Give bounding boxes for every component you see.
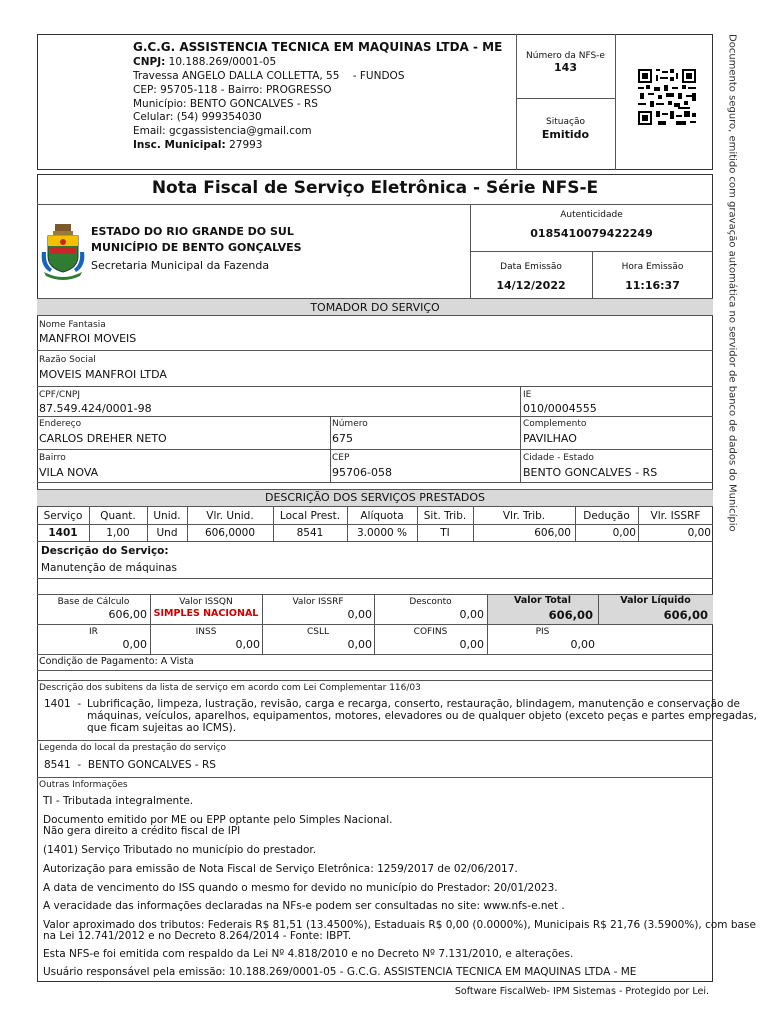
info-line-2b: Não gera direito a crédito fiscal de IPI	[43, 825, 241, 837]
cell-vlr-unid: 606,0000	[204, 527, 256, 539]
services-table	[37, 507, 713, 542]
col-deducao: Dedução	[583, 510, 630, 522]
ir-value: 0,00	[122, 638, 147, 651]
fantasia-label: Nome Fantasia	[39, 320, 106, 330]
info-line-7b: na Lei 12.741/2012 e no Decreto 8.264/2014 - Fonte: IBPT.	[43, 930, 352, 942]
razao-label: Razão Social	[39, 355, 96, 365]
complemento-label: Complemento	[523, 419, 587, 429]
issrf-value: 0,00	[347, 608, 372, 621]
issqn-label: Valor ISSQN	[179, 597, 233, 607]
cell-quant: 1,00	[106, 527, 130, 539]
total-label: Valor Total	[514, 595, 571, 606]
fantasia-value: MANFROI MOVEIS	[39, 332, 137, 345]
info-line-3: (1401) Serviço Tributado no município do prestador.	[43, 844, 317, 856]
local-legend-value: 8541 - BENTO GONCALVES - RS	[44, 759, 216, 771]
footer-software: Software FiscalWeb- IPM Sistemas - Protegido por Lei.	[454, 986, 709, 997]
issue-date: 14/12/2022	[496, 279, 566, 292]
ie-label: IE	[523, 390, 532, 400]
col-sit-trib: Sit. Trib.	[423, 510, 467, 522]
department-name: Secretaria Municipal da Fazenda	[91, 259, 270, 272]
cofins-value: 0,00	[459, 638, 484, 651]
issuer-name: G.C.G. ASSISTENCIA TECNICA EM MAQUINAS LTDA - ME	[133, 40, 503, 54]
csll-label: CSLL	[306, 627, 330, 637]
endereco-label: Endereço	[39, 419, 82, 429]
issuer-phone: Celular: (54) 999354030	[133, 111, 262, 123]
issuer-cnpj-value: 10.188.269/0001-05	[168, 56, 277, 68]
issuer-cep: CEP: 95705-118 - Bairro: PROGRESSO	[133, 84, 332, 96]
cpf-value: 87.549.424/0001-98	[39, 402, 152, 415]
info-line-6: A veracidade das informações declaradas na NFs-e podem ser consultadas no site: www.nfs-e.net .	[43, 900, 565, 912]
base-value: 606,00	[108, 608, 147, 621]
cidade-label: Cidade - Estado	[523, 453, 594, 463]
issuer-cnpj	[133, 56, 276, 68]
document-title: Nota Fiscal de Serviço Eletrônica - Série NFS-E	[151, 178, 599, 198]
payment-condition: Condição de Pagamento: A Vista	[39, 656, 194, 667]
info-line-8: Esta NFS-e foi emitida com respaldo da Lei Nº 4.818/2010 e no Decreto Nº 7.131/2010, e alterações.	[43, 948, 574, 960]
col-vlr-issrf: Vlr. ISSRF	[650, 510, 701, 522]
cell-unid: Und	[156, 527, 178, 539]
issuer-im-label: Insc. Municipal:	[133, 139, 226, 151]
col-unid: Unid.	[153, 510, 181, 522]
info-line-9: Usuário responsável pela emissão: 10.188.269/0001-05 - G.C.G. ASSISTENCIA TECNICA EM MAQUINAS LTDA - ME	[43, 966, 637, 978]
complemento-value: PAVILHAO	[523, 432, 577, 445]
numero-label: Número	[332, 419, 368, 429]
cpf-label: CPF/CNPJ	[39, 390, 81, 400]
col-servico: Serviço	[43, 510, 83, 522]
desconto-value: 0,00	[459, 608, 484, 621]
issuer-email: Email: gcgassistencia@gmail.com	[133, 125, 312, 137]
info-line-5: A data de vencimento do ISS quando o mesmo for devido no município do Prestador: 20/01/2023.	[43, 882, 558, 894]
liquido-value: 606,00	[663, 608, 708, 622]
cell-deducao: 0,00	[612, 527, 636, 539]
issue-time-label: Hora Emissão	[621, 262, 684, 272]
subitems-label: Descrição dos subitens da lista de serviço em acordo com Lei Complementar 116/03	[39, 683, 421, 693]
issuer-city: Município: BENTO GONCALVES - RS	[133, 98, 318, 110]
issuer-im-value: 27993	[229, 139, 263, 151]
info-line-4: Autorização para emissão de Nota Fiscal de Serviço Eletrônica: 1259/2017 de 02/06/2017.	[43, 863, 518, 875]
qr-code-icon[interactable]	[638, 69, 696, 125]
state-name: ESTADO DO RIO GRANDE DO SUL	[91, 225, 294, 238]
cep-label: CEP	[332, 453, 350, 463]
cell-vlr-issrf: 0,00	[687, 527, 711, 539]
cell-aliquota: 3.0000 %	[356, 527, 408, 539]
municipal-coat-of-arms-icon	[38, 222, 88, 282]
pis-value: 0,00	[570, 638, 595, 651]
col-quant: Quant.	[100, 510, 136, 522]
subitem-line-1: Lubrificação, limpeza, lustração, revisão, carga e recarga, conserto, restauração, blindagem, manutenção e conservação de	[87, 698, 740, 710]
nfse-number: 143	[554, 61, 577, 74]
issuer-address: Travessa ANGELO DALLA COLLETTA, 55 - FUNDOS	[133, 70, 405, 82]
subitem-code: 1401 -	[44, 698, 82, 710]
issue-time: 11:16:37	[625, 279, 680, 292]
ie-value: 010/0004555	[523, 402, 597, 415]
desconto-label: Desconto	[409, 597, 452, 607]
col-local-prest: Local Prest.	[279, 510, 341, 522]
issqn-value: SIMPLES NACIONAL	[153, 608, 259, 619]
col-vlr-trib: Vlr. Trib.	[502, 510, 546, 522]
liquido-label: Valor Líquido	[620, 595, 691, 606]
auth-code: 0185410079422249	[530, 227, 653, 240]
total-value: 606,00	[548, 608, 593, 622]
endereco-value: CARLOS DREHER NETO	[39, 432, 167, 445]
inss-value: 0,00	[235, 638, 260, 651]
csll-value: 0,00	[347, 638, 372, 651]
services-header-label: DESCRIÇÃO DOS SERVIÇOS PRESTADOS	[264, 491, 486, 504]
bairro-value: VILA NOVA	[39, 466, 99, 479]
municipality-name: MUNICÍPIO DE BENTO GONÇALVES	[91, 241, 302, 254]
issue-date-label: Data Emissão	[500, 262, 562, 272]
cell-servico: 1401	[48, 527, 78, 539]
cofins-label: COFINS	[413, 627, 448, 637]
col-aliquota: Alíquota	[360, 510, 404, 522]
info-line-7a: Valor aproximado dos tributos: Federais R$ 81,51 (13.4500%), Estaduais R$ 0,00 (0.0000%), Municipais R$ 21,76 (3.5900%), com base	[43, 919, 756, 931]
subitem-line-3: que ficam sujeitas ao ICMS).	[87, 722, 237, 734]
cep-value: 95706-058	[332, 466, 392, 479]
local-legend-label: Legenda do local da prestação do serviço	[39, 743, 227, 753]
cell-vlr-trib: 606,00	[534, 527, 571, 539]
bairro-label: Bairro	[39, 453, 66, 463]
cell-sit-trib: TI	[440, 527, 450, 539]
tomador-header-label: TOMADOR DO SERVIÇO	[310, 301, 440, 314]
nfse-status-label: Situação	[546, 117, 585, 127]
issuer-cnpj-label: CNPJ:	[133, 56, 166, 68]
numero-value: 675	[332, 432, 353, 445]
issuer-im	[133, 139, 262, 151]
auth-label: Autenticidade	[560, 210, 623, 220]
col-vlr-unid: Vlr. Unid.	[206, 510, 254, 522]
service-desc-value: Manutenção de máquinas	[41, 562, 177, 574]
cell-local-prest: 8541	[296, 527, 324, 539]
base-label: Base de Cálculo	[57, 597, 130, 607]
pis-label: PIS	[535, 627, 550, 637]
issrf-label: Valor ISSRF	[292, 597, 344, 607]
ir-label: IR	[89, 627, 98, 637]
security-side-note: Documento seguro, emitido com gravação automática no servidor de banco de dados do Município	[726, 34, 738, 532]
nfse-number-label: Número da NFS-e	[526, 51, 605, 61]
subitem-line-2: máquinas, veículos, aparelhos, equipamentos, motores, elevadores ou de qualquer objeto (exceto peças e partes empregadas,	[87, 710, 757, 722]
info-line-2a: Documento emitido por ME ou EPP optante pelo Simples Nacional.	[43, 814, 393, 826]
inss-label: INSS	[195, 627, 217, 637]
service-desc-label: Descrição do Serviço:	[41, 545, 169, 557]
info-line-1: TI - Tributada integralmente.	[43, 795, 194, 807]
razao-value: MOVEIS MANFROI LTDA	[39, 368, 167, 381]
cidade-value: BENTO GONCALVES - RS	[523, 466, 658, 479]
nfse-status: Emitido	[541, 128, 590, 141]
other-info-label: Outras Informações	[39, 780, 128, 790]
